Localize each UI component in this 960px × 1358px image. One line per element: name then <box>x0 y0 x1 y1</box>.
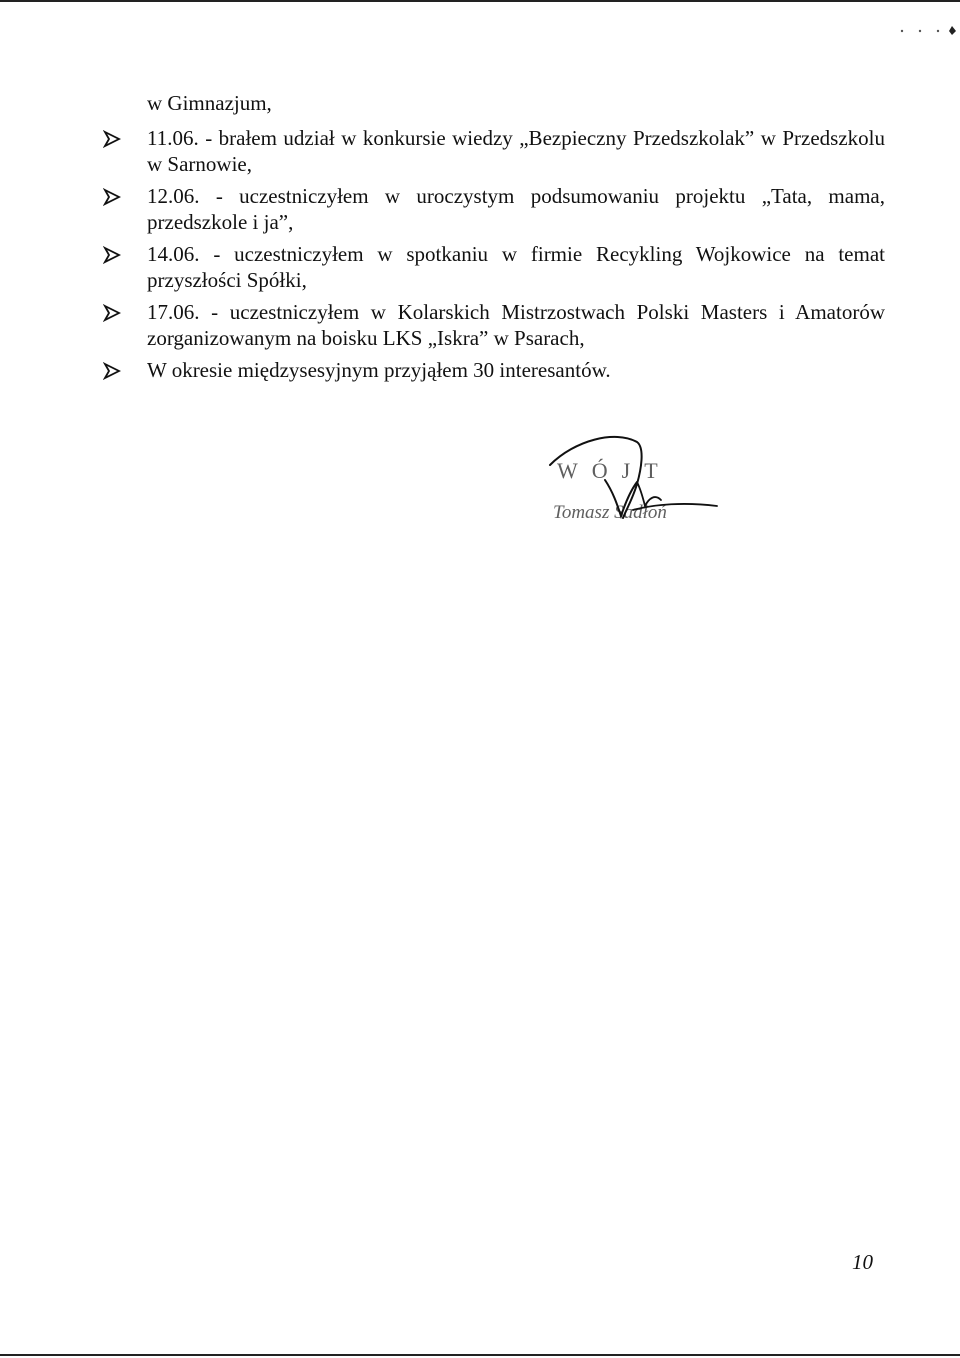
list-item <box>95 241 885 293</box>
arrow-bullet-icon <box>103 362 121 380</box>
list-item-text: 12.06. - uczestniczyłem w uroczystym podsumowaniu projektu „Tata, mama, przedszkole i ja”, <box>147 184 885 234</box>
page-number: 10 <box>852 1250 873 1274</box>
svg-text:Tomasz Sadłoń: Tomasz Sadłoń <box>553 502 667 523</box>
arrow-bullet-icon <box>103 304 121 322</box>
document-body <box>95 90 885 389</box>
list-item-text: W okresie międzysesyjnym przyjąłem 30 interesantów. <box>147 358 611 382</box>
page-bottom-border <box>0 1354 960 1356</box>
list-item-text: 11.06. - brałem udział w konkursie wiedzy „Bezpieczny Przedszkolak” w Przedszkolu w Sarnowie, <box>147 126 885 176</box>
signature-icon <box>545 420 725 530</box>
list-item <box>95 357 885 383</box>
page-top-border <box>0 0 960 2</box>
intro-line: w Gimnazjum, <box>147 91 272 115</box>
arrow-bullet-icon <box>103 246 121 264</box>
signature-stamp <box>545 420 725 530</box>
svg-text:WÓJT: WÓJT <box>557 458 672 483</box>
arrow-bullet-icon <box>103 130 121 148</box>
scan-corner-marks <box>896 22 960 36</box>
list-item <box>95 125 885 177</box>
list-item-text: 14.06. - uczestniczyłem w spotkaniu w firmie Recykling Wojkowice na temat przyszłości Spółki, <box>147 242 885 292</box>
list-item <box>95 299 885 351</box>
list-item-text: 17.06. - uczestniczyłem w Kolarskich Mistrzostwach Polski Masters i Amatorów zorganizowanym na boisku LKS „Iskra” w Psarach, <box>147 300 885 350</box>
list-item <box>95 183 885 235</box>
arrow-bullet-icon <box>103 188 121 206</box>
